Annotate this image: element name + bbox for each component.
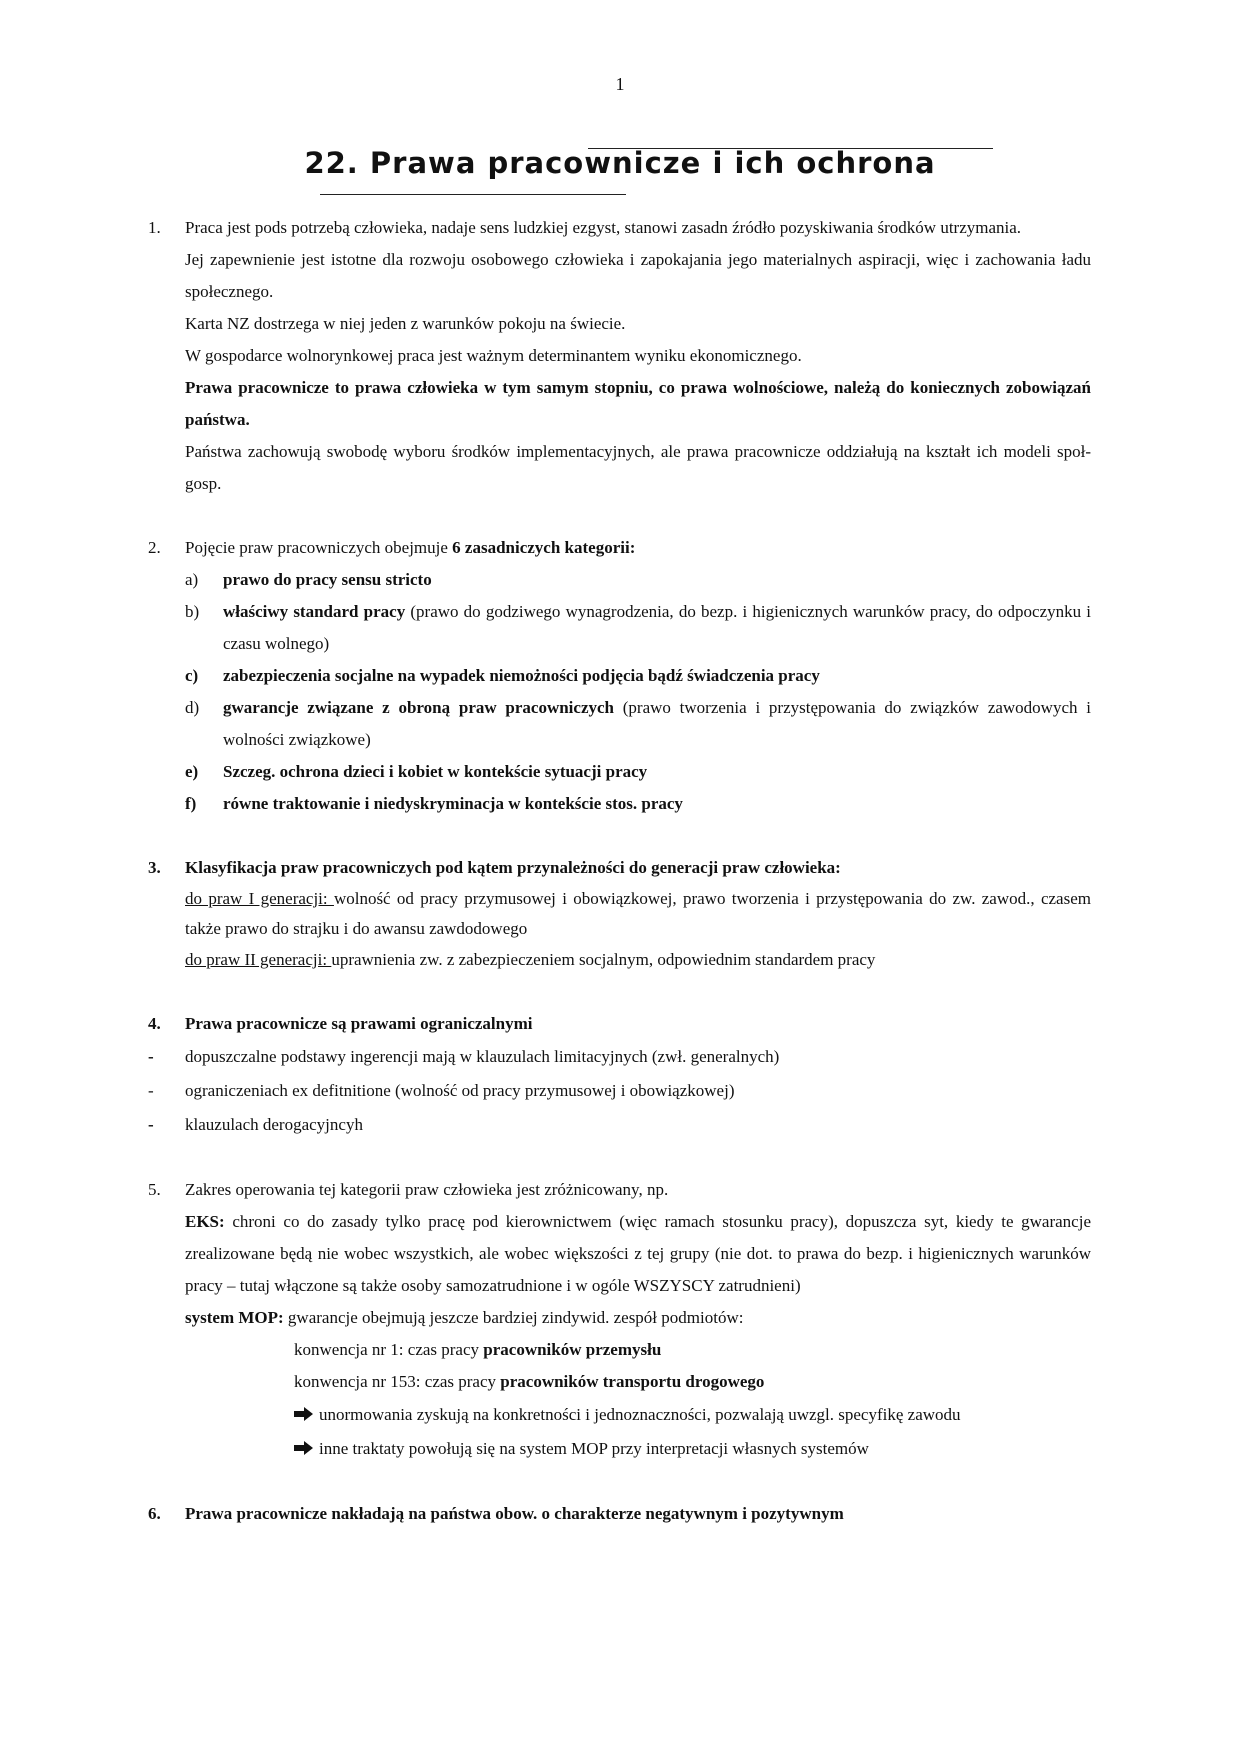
intro-text: Pojęcie praw pracowniczych obejmuje xyxy=(185,538,453,557)
dash-bullet: - xyxy=(148,1047,154,1066)
convention-text: konwencja nr 153: czas pracy xyxy=(294,1372,501,1391)
item-bold-text: Szczeg. ochrona dzieci i kobiet w kontekście sytuacji pracy xyxy=(223,762,648,781)
arrow-text: inne traktaty powołują się na system MOP przy interpretacji własnych systemów xyxy=(319,1439,869,1458)
section-heading: Klasyfikacja praw pracowniczych pod kątem przynależności do generacji praw człowieka: xyxy=(185,858,841,877)
convention-line xyxy=(294,1366,1240,1398)
list-letter: e) xyxy=(185,762,199,781)
section-4 xyxy=(0,1008,1240,1142)
section-number: 3. xyxy=(148,858,161,877)
arrow-line xyxy=(294,1398,1240,1432)
list-item xyxy=(185,788,1091,820)
gen2-label: do praw II generacji: xyxy=(185,950,332,969)
paragraph xyxy=(185,944,1091,976)
item-bold-text: zabezpieczenia socjalne na wypadek niemożności podjęcia bądź świadczenia pracy xyxy=(223,666,820,685)
paragraph: Praca jest pods potrzebą człowieka, nadaje sens ludzkiej ezgyst, stanowi zasadn źródło pozyskiwania środków utrzymania. xyxy=(185,218,1022,237)
paragraph xyxy=(185,884,1091,944)
item-bold-text: właściwy standard pracy xyxy=(223,602,406,621)
page-title: 22. Prawa pracownicze i ich ochrona xyxy=(304,146,936,180)
section-heading: Prawa pracownicze są prawami ograniczalnymi xyxy=(185,1014,533,1033)
page-number: 1 xyxy=(615,74,625,94)
dash-list-item xyxy=(0,1040,1240,1074)
right-arrow-icon xyxy=(294,1441,316,1455)
section-2 xyxy=(0,532,1240,820)
list-item xyxy=(185,692,1091,756)
list-item xyxy=(185,564,1091,596)
item-bold-text: równe traktowanie i niedyskryminacja w kontekście stos. pracy xyxy=(223,794,683,813)
section-number: 4. xyxy=(148,1014,161,1033)
gen1-text: wolność od pracy przymusowej i obowiązkowej, prawo tworzenia i przystępowania do zw. zawod., czasem także prawo do strajku i do awansu zawdodowego xyxy=(185,889,1091,938)
right-arrow-icon xyxy=(294,1407,316,1421)
list-item xyxy=(185,596,1091,660)
list-letter: a) xyxy=(185,570,199,589)
title-rule-bottom xyxy=(320,194,626,195)
paragraph: Jej zapewnienie jest istotne dla rozwoju osobowego człowieka i zapokajania jego materialnych aspiracji, więc i zachowania ładu społecznego. xyxy=(185,250,1091,301)
section-number: 6. xyxy=(148,1504,161,1523)
paragraph-bold: Prawa pracownicze to prawa człowieka w tym samym stopniu, co prawa wolnościowe, należą do koniecznych zobowiązań państwa. xyxy=(185,378,1091,429)
list-item xyxy=(185,660,1091,692)
paragraph: Karta NZ dostrzega w niej jeden z warunków pokoju na świecie. xyxy=(185,314,626,333)
section-intro: Zakres operowania tej kategorii praw człowieka jest zróżnicowany, np. xyxy=(185,1180,669,1199)
section-number: 5. xyxy=(148,1180,161,1199)
section-1 xyxy=(0,212,1240,500)
document-body xyxy=(0,212,1240,1562)
section-3 xyxy=(0,852,1240,976)
paragraph: W gospodarce wolnorynkowej praca jest ważnym determinantem wyniku ekonomicznego. xyxy=(185,346,802,365)
eks-text: chroni co do zasady tylko pracę pod kierownictwem (więc ramach stosunku pracy), dopuszcza syt, kiedy te gwarancje zrealizowane będą nie wobec wszystkich, ale wobec większości z tej grupy (nie dot. to prawa do bezp. i higienicznych warunków pracy – tutaj włączone są także osoby samozatrudnione i w ogóle WSZYSCY zatrudnieni) xyxy=(185,1212,1091,1295)
section-6 xyxy=(0,1498,1240,1530)
dash-bullet: - xyxy=(148,1081,154,1100)
mop-text: gwarancje obejmują jeszcze bardziej zindywid. zespół podmiotów: xyxy=(283,1308,744,1327)
paragraph xyxy=(185,1302,1091,1334)
arrow-text: unormowania zyskują na konkretności i jednoznaczności, pozwalają uwzgl. specyfikę zawodu xyxy=(319,1405,961,1424)
item-bold-text: gwarancje związane z obroną praw pracowniczych xyxy=(223,698,614,717)
dash-bullet: - xyxy=(148,1115,154,1134)
list-letter: d) xyxy=(185,698,200,717)
convention-line xyxy=(294,1334,1240,1366)
convention-bold-text: pracowników transportu drogowego xyxy=(500,1372,765,1391)
intro-bold-text: 6 zasadniczych kategorii: xyxy=(452,538,636,557)
item-bold-text: prawo do pracy sensu stricto xyxy=(223,570,432,589)
item-text: ograniczeniach ex defitnitione (wolność od pracy przymusowej i obowiązkowej) xyxy=(185,1081,735,1100)
list-letter: c) xyxy=(185,666,199,685)
gen2-text: uprawnienia zw. z zabezpieczeniem socjalnym, odpowiednim standardem pracy xyxy=(331,950,876,969)
eks-label: EKS: xyxy=(185,1212,225,1231)
item-text: klauzulach derogacyjncyh xyxy=(185,1115,363,1134)
gen1-label: do praw I generacji: xyxy=(185,889,334,908)
list-item xyxy=(185,756,1091,788)
section-number: 2. xyxy=(148,538,161,557)
section-number: 1. xyxy=(148,218,161,237)
paragraph: Państwa zachowują swobodę wyboru środków implementacyjnych, ale prawa pracownicze oddziałują na kształt ich modeli społ-gosp. xyxy=(185,442,1091,493)
dash-list-item xyxy=(0,1108,1240,1142)
arrow-line xyxy=(294,1432,1240,1466)
section-heading: Prawa pracownicze nakładają na państwa obow. o charakterze negatywnym i pozytywnym xyxy=(185,1504,844,1523)
section-5 xyxy=(0,1174,1240,1466)
item-text: (prawo tworzenia i przystępowania do związków zawodowych i wolności związkowe) xyxy=(223,698,1091,749)
mop-label: system MOP: xyxy=(185,1308,284,1327)
convention-text: konwencja nr 1: czas pracy xyxy=(294,1340,484,1359)
dash-list-item xyxy=(0,1074,1240,1108)
convention-bold-text: pracowników przemysłu xyxy=(483,1340,662,1359)
section-intro xyxy=(185,532,1091,564)
item-text: dopuszczalne podstawy ingerencji mają w klauzulach limitacyjnych (zwł. generalnych) xyxy=(185,1047,780,1066)
list-letter: f) xyxy=(185,794,197,813)
list-letter: b) xyxy=(185,602,200,621)
item-text: (prawo do godziwego wynagrodzenia, do bezp. i higienicznych warunków pracy, do odpoczynku i czasu wolnego) xyxy=(223,602,1091,653)
paragraph xyxy=(185,1206,1091,1302)
